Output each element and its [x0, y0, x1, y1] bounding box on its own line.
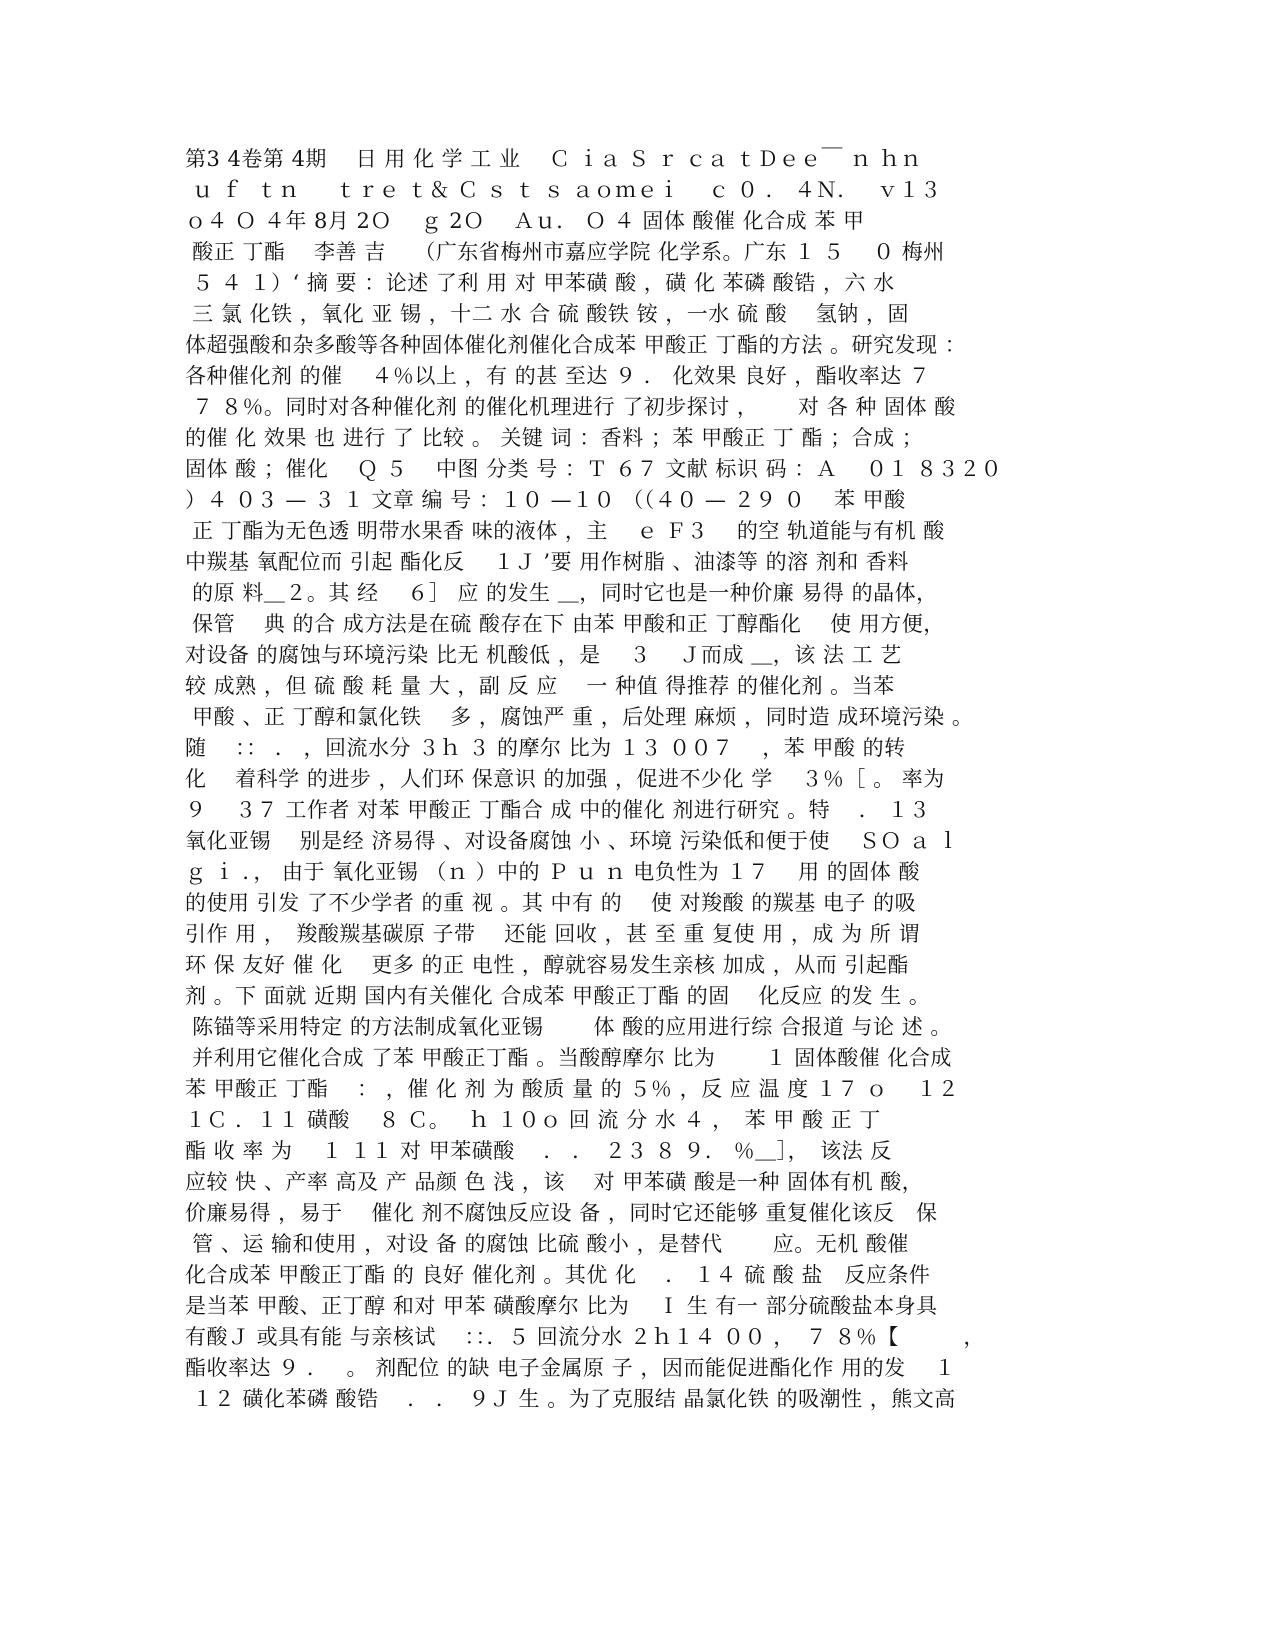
- text-line: １Ｃ ．１１ 磺酸 ８ Ｃ。 ｈ １０ｏ 回 流 分 水 ４ ， 苯 甲 酸 正 丁: [185, 1108, 881, 1132]
- text-line: 各种催化剂 的催 ４％以上 ，有 的甚 至达 ９ ． 化效果 良好 ，酯收率达 ７: [185, 364, 931, 388]
- text-line: 化 着科学 的进步 ，人们环 保意识 的加强 ，促进不少化 学 ３％［ 。 率为: [185, 767, 945, 791]
- text-line: １２ 磺化苯磷 酸锆 ． ． ９Ｊ 生 。为了克服结 晶氯化铁 的吸潮性 ，熊文高: [185, 1387, 956, 1411]
- text-line: 剂 。下 面就 近期 国内有关催化 合成苯 甲酸正丁酯 的固 化反应 的发 生 。: [185, 984, 931, 1008]
- text-line: 的使用 引发 了不少学者 的重 视 。其 中有 的 使 对羧酸 的羰基 电子 的吸: [185, 891, 917, 915]
- text-line: 环 保 友好 催 化 更多 的正 电性 ，醇就容易发生亲核 加成 ，从而 引起酯: [185, 953, 909, 977]
- text-line: 管 、运 输和使用 ，对设 备 的腐蚀 比硫 酸小 ，是替代 应。无机 酸催: [185, 1232, 909, 1256]
- text-line: 并利用它催化合成 了苯 甲酸正丁酯 。当酸醇摩尔 比为 １ 固体酸催 化合成: [185, 1046, 952, 1070]
- text-line: ）４ ０３ — ３ １ 文章 编 号 ：１０ —１０ （（４０ — ２９ ０ 苯 甲酸: [185, 488, 906, 512]
- text-line: ｏ４ Ｏ ４年 8月 2Ｏ ｇ 2Ｏ Ａｕ． Ｏ ４ 固体 酸催 化合成 苯 甲: [185, 209, 865, 233]
- text-line: 苯 甲酸正 丁酯 ： ，催 化 剂 为 酸质 量 的 ５％ ，反 应 温 度 １７ ｏ １２: [185, 1077, 960, 1101]
- text-line: 有酸Ｊ 或具有能 与亲核试 ：：．５ 回流分水 ２ｈ１４ ００ ， ７ ８％【 ，: [185, 1325, 985, 1349]
- text-line: ｇ ｉ ．， 由于 氧化亚锡 （ｎ ）中的 Ｐ ｕ ｎ 电负性为 １７ 用 的固体 酸: [185, 860, 920, 884]
- text-line: 氧化亚锡 别是经 济易得 、对设备腐蚀 小 、环境 污染低和便于使 ＳＯ ａ ｌ: [185, 829, 960, 853]
- text-line: 中羰基 氧配位而 引起 酯化反 １Ｊ ’要 用作树脂 、油漆等 的溶 剂和 香料: [185, 550, 909, 574]
- text-line: 引作 用 ， 羧酸羰基碳原 子带 还能 回收 ，甚 至 重 复使 用 ，成 为 所 谓: [185, 922, 920, 946]
- text-line: ９ ３７ 工作者 对苯 甲酸正 丁酯合 成 中的催化 剂进行研究 。特 ． １３: [185, 798, 931, 822]
- text-line: 三 氯 化铁 ，氧化 亚 锡 ，十二 水 合 硫 酸铁 铵 ，一水 硫 酸 氢钠 ，固: [185, 302, 909, 326]
- text-line: 第3 4卷第 4期 日 用 化 学 工 业 Ｃ ｉａ Ｓ ｒ ｃａ ｔＤｅｅ￣ ｎ ｈｎ: [185, 147, 922, 171]
- text-line: 的原 料＿２。其 经 ６］ 应 的发生 ＿，同时它也是一种价廉 易得 的晶体，: [185, 581, 938, 605]
- text-line: 酯 收 率 为 １ １１ 对 甲苯磺酸 ． ． ２３ ８ ９． ％＿］， 该法 反: [185, 1139, 892, 1163]
- text-line: 化合成苯 甲酸正丁酯 的 良好 催化剂 。其优 化 ． １４ 硫 酸 盐 反应条件: [185, 1263, 931, 1287]
- text-line: ５ ４ １）‘ 摘 要 ：论述 了利 用 对 甲苯磺 酸 ，磺 化 苯磷 酸锆 ，六 水: [185, 271, 895, 295]
- text-line: 应较 快 、产率 高及 产 品颜 色 浅 ，该 对 甲苯磺 酸是一种 固体有机 酸，: [185, 1170, 924, 1194]
- text-line: 随 ：： ． ，回流水分 ３ｈ ３ 的摩尔 比为 １３ ００７ ，苯 甲酸 的转: [185, 736, 906, 760]
- text-line: 对设备 的腐蚀与环境污染 比无 机酸低 ，是 ３ Ｊ而成 ＿，该 法 工 艺: [185, 643, 902, 667]
- text-line: 陈锚等采用特定 的方法制成氧化亚锡 体 酸的应用进行综 合报道 与论 述 。: [185, 1015, 952, 1039]
- text-line: 的催 化 效果 也 进行 了 比较 。 关键 词 ：香料 ；苯 甲酸正 丁 酯 ；合成 ；: [185, 426, 924, 450]
- text-line: 酸正 丁酯 李善 吉 （广东省梅州市嘉应学院 化学系。广东 １ ５ ０ 梅州: [185, 240, 945, 264]
- text-line: 固体 酸 ；催化 Ｑ ５ 中图 分类 号 ：Ｔ ６７ 文献 标识 码 ：Ａ ０１ ８３２０: [185, 457, 1003, 481]
- text-line: ｕ ｆ ｔｎ ｔｒｅ ｔ＆ Ｃ ｓ ｔ ｓ ａｏｍｅｉ ｃ ０ ． ４Ｎ． ｖ１３: [185, 178, 942, 202]
- text-line: 酯收率达 ９ ． 。 剂配位 的缺 电子金属原 子 ，因而能促进酯化作 用的发 １: [185, 1356, 956, 1380]
- text-line: 正 丁酯为无色透 明带水果香 味的液体 ，主 ｅ Ｆ３ 的空 轨道能与有机 酸: [185, 519, 945, 543]
- text-line: 保管 典 的合 成方法是在硫 酸存在下 由苯 甲酸和正 丁醇酯化 使 用方便，: [185, 612, 945, 636]
- text-line: ７ ８％。同时对各种催化剂 的催化机理进行 了初步探讨 ， 对 各 种 固体 酸: [185, 395, 956, 419]
- text-line: 甲酸 、正 丁醇和氯化铁 多 ，腐蚀严 重 ，后处理 麻烦 ，同时造 成环境污染 。: [185, 705, 974, 729]
- text-line: 价廉易得 ，易于 催化 剂不腐蚀反应设 备 ，同时它还能够 重复催化该反 保: [185, 1201, 938, 1225]
- text-line: 较 成熟 ，但 硫 酸 耗 量 大 ，副 反 应 一 种值 得推荐 的催化剂 。当苯: [185, 674, 895, 698]
- text-line: 是当苯 甲酸、正丁醇 和对 甲苯 磺酸摩尔 比为 Ｉ 生 有一 部分硫酸盐本身具: [185, 1294, 938, 1318]
- text-line: 体超强酸和杂多酸等各种固体催化剂催化合成苯 甲酸正 丁酯的方法 。研究发现 ：: [185, 333, 967, 357]
